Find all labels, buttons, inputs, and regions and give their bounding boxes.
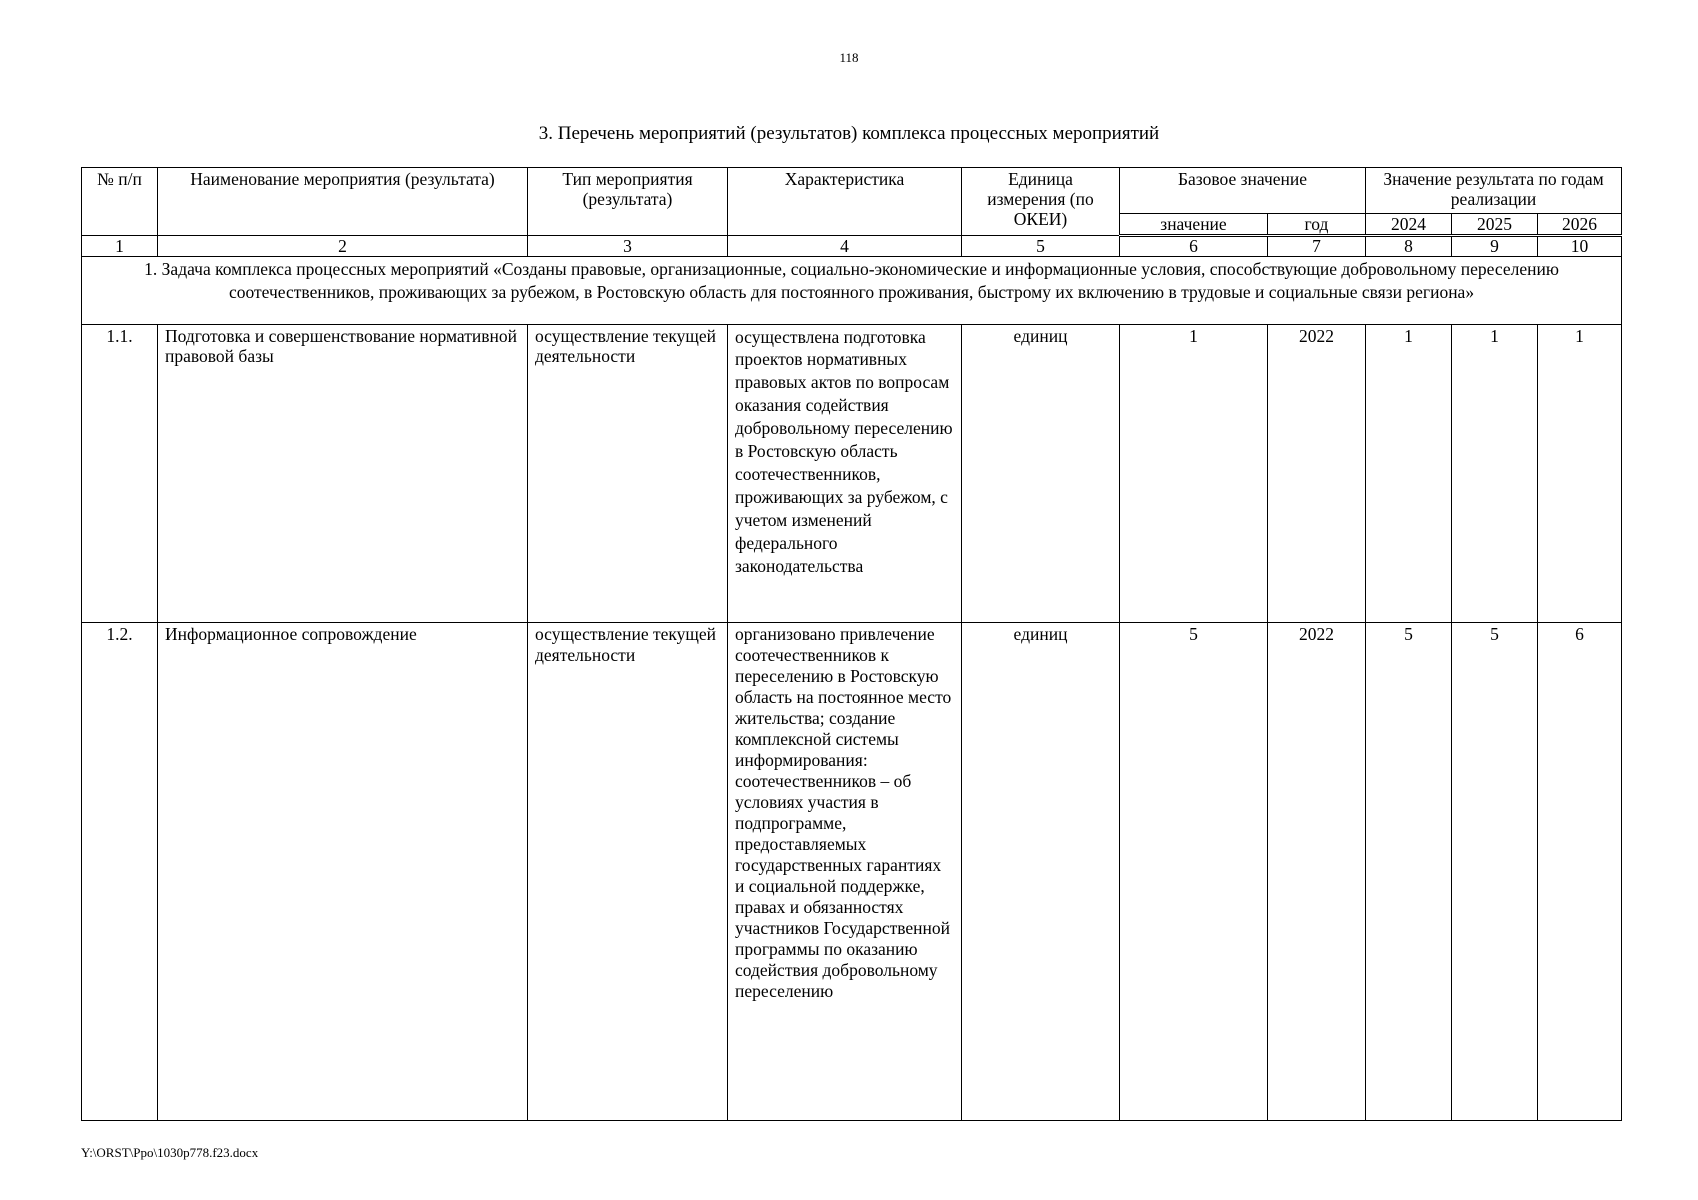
task-description: 1. Задача комплекса процессных мероприятий «Созданы правовые, организационные, социально-экономические и информационные условия, способствующие добровольному переселению соотечественников, проживающих за рубежом, в Ростовскую область для постоянного проживания, быстрому их включению в трудовые и социальные связи региона» — [82, 256, 1622, 324]
column-number: 2 — [158, 236, 528, 256]
column-number: 6 — [1120, 236, 1268, 256]
column-number: 5 — [962, 236, 1120, 256]
row-type: осуществление текущей деятельности — [528, 324, 728, 622]
column-number: 3 — [528, 236, 728, 256]
header-characteristic: Характеристика — [728, 168, 962, 236]
header-base-value: Базовое значение — [1120, 168, 1366, 214]
column-number: 7 — [1268, 236, 1366, 256]
row-value-2025: 1 — [1452, 324, 1538, 622]
header-name: Наименование мероприятия (результата) — [158, 168, 528, 236]
header-base-value-value: значение — [1120, 214, 1268, 236]
header-base-value-year: год — [1268, 214, 1366, 236]
row-name: Информационное сопровождение — [158, 622, 528, 1120]
row-value-2024: 1 — [1366, 324, 1452, 622]
column-number: 1 — [82, 236, 158, 256]
page-number: 118 — [839, 50, 859, 65]
row-characteristic: осуществлена подготовка проектов нормативных правовых актов по вопросам оказания содействия добровольному переселению в Ростовскую область соотечественников, проживающих за рубежом, с учетом изменений федерального законодательства — [728, 324, 962, 622]
column-number: 10 — [1538, 236, 1622, 256]
header-result-value: Значение результата по годам реализации — [1366, 168, 1622, 214]
header-unit: Единица измерения (по ОКЕИ) — [962, 168, 1120, 236]
task-row — [82, 256, 1622, 324]
table-row — [82, 622, 1622, 1120]
header-row-1 — [82, 168, 1622, 214]
file-path-footer: Y:\ORST\Ppo\1030p778.f23.docx — [81, 1145, 259, 1160]
events-table — [81, 167, 1622, 1121]
header-year-2024: 2024 — [1366, 214, 1452, 236]
row-value-2026: 6 — [1538, 622, 1622, 1120]
column-numbers-row — [82, 236, 1622, 256]
column-number: 4 — [728, 236, 962, 256]
column-number: 8 — [1366, 236, 1452, 256]
table-row — [82, 324, 1622, 622]
row-base-year: 2022 — [1268, 324, 1366, 622]
row-value-2026: 1 — [1538, 324, 1622, 622]
row-unit: единиц — [962, 622, 1120, 1120]
row-characteristic: организовано привлечение соотечественников к переселению в Ростовскую область на постоянное место жительства; создание комплексной системы информирования: соотечественников – об условиях участия в подпрограмме, предоставляемых государственных гарантиях и социальной поддержке, правах и обязанностях участников Государственной программы по оказанию содействия добровольному переселению — [728, 622, 962, 1120]
row-name: Подготовка и совершенствование нормативной правовой базы — [158, 324, 528, 622]
row-num: 1.1. — [82, 324, 158, 622]
header-type: Тип мероприятия (результата) — [528, 168, 728, 236]
row-base-year: 2022 — [1268, 622, 1366, 1120]
row-value-2025: 5 — [1452, 622, 1538, 1120]
row-value-2024: 5 — [1366, 622, 1452, 1120]
row-unit: единиц — [962, 324, 1120, 622]
section-title: 3. Перечень мероприятий (результатов) комплекса процессных мероприятий — [538, 123, 1160, 144]
row-type: осуществление текущей деятельности — [528, 622, 728, 1120]
row-base-value: 5 — [1120, 622, 1268, 1120]
column-number: 9 — [1452, 236, 1538, 256]
header-num: № п/п — [82, 168, 158, 236]
row-base-value: 1 — [1120, 324, 1268, 622]
row-num: 1.2. — [82, 622, 158, 1120]
header-year-2026: 2026 — [1538, 214, 1622, 236]
header-year-2025: 2025 — [1452, 214, 1538, 236]
